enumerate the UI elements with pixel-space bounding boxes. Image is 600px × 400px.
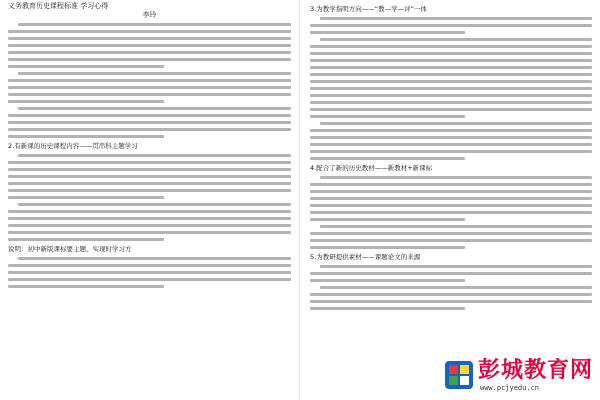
text-line bbox=[8, 135, 164, 138]
paragraph-intro bbox=[8, 23, 291, 68]
text-line bbox=[310, 24, 592, 27]
watermark-site-name: 彭城教育网 bbox=[478, 358, 594, 383]
text-line bbox=[310, 52, 592, 55]
paragraph-heading: 说明：初中新版课标要主题，实现时学习方 bbox=[8, 245, 132, 253]
text-line bbox=[320, 122, 592, 125]
text-line bbox=[310, 143, 592, 146]
right-column bbox=[300, 0, 600, 400]
text-line bbox=[310, 115, 465, 118]
text-line bbox=[18, 23, 291, 26]
text-line bbox=[8, 114, 291, 117]
text-line bbox=[8, 196, 164, 199]
paragraph-section-3c bbox=[310, 122, 592, 160]
text-line bbox=[8, 285, 164, 288]
text-line bbox=[310, 239, 592, 242]
text-line bbox=[18, 107, 291, 110]
text-line bbox=[8, 93, 291, 96]
text-line bbox=[310, 232, 592, 235]
document-author: 李玲 bbox=[142, 11, 157, 19]
text-line bbox=[310, 136, 592, 139]
paragraph-section-5b bbox=[310, 286, 592, 310]
paragraph-section-3b bbox=[310, 38, 592, 118]
paragraph-section-5 bbox=[310, 265, 592, 282]
text-line bbox=[8, 44, 291, 47]
text-line bbox=[8, 271, 291, 274]
text-line bbox=[310, 73, 592, 76]
section-heading-5: 5.为教研提供素材——课题论文的来源 bbox=[310, 253, 421, 261]
section-heading-2: 2.有新课的历史课程内容——贯串科主题学习 bbox=[8, 142, 138, 150]
text-line bbox=[310, 80, 592, 83]
text-line bbox=[8, 79, 291, 82]
text-line bbox=[310, 87, 592, 90]
text-line bbox=[8, 30, 291, 33]
text-line bbox=[310, 190, 592, 193]
text-line bbox=[310, 293, 592, 296]
watermark-logo-icon bbox=[444, 360, 474, 390]
text-line bbox=[8, 217, 291, 220]
text-line bbox=[310, 183, 592, 186]
text-line bbox=[310, 279, 465, 282]
section-heading-4: 4.配合了新的历史教材——新教材+新课标 bbox=[310, 164, 433, 172]
text-line bbox=[8, 210, 291, 213]
text-line bbox=[320, 286, 592, 289]
section-heading-3: 3.为教学指明方向——“教—学—评”一体 bbox=[310, 5, 427, 13]
text-line bbox=[8, 238, 164, 241]
text-line bbox=[8, 65, 164, 68]
text-line bbox=[8, 175, 291, 178]
text-line bbox=[8, 182, 291, 185]
text-line bbox=[310, 31, 465, 34]
paragraph-section-2b bbox=[8, 203, 291, 241]
text-line bbox=[8, 161, 291, 164]
text-line bbox=[8, 58, 291, 61]
text-line bbox=[310, 211, 592, 214]
text-line bbox=[8, 189, 291, 192]
text-line bbox=[310, 150, 592, 153]
text-line bbox=[310, 101, 592, 104]
text-line bbox=[8, 278, 291, 281]
text-line bbox=[310, 300, 592, 303]
text-line bbox=[320, 17, 592, 20]
paragraph-section-2 bbox=[8, 154, 291, 199]
text-line bbox=[8, 168, 291, 171]
text-line bbox=[8, 100, 164, 103]
text-line bbox=[310, 45, 592, 48]
paragraph-section-2c bbox=[8, 257, 291, 288]
paragraph-2022-standard bbox=[8, 107, 291, 138]
text-line bbox=[8, 224, 291, 227]
text-line bbox=[8, 128, 291, 131]
text-line bbox=[18, 72, 291, 75]
text-line bbox=[320, 38, 592, 41]
text-line bbox=[310, 246, 465, 249]
text-line bbox=[320, 225, 592, 228]
text-line bbox=[8, 37, 291, 40]
paragraph-section-4b bbox=[310, 225, 592, 249]
text-line bbox=[310, 129, 592, 132]
paragraph-core-literacy bbox=[8, 72, 291, 103]
text-line bbox=[310, 218, 465, 221]
paragraph-section-4 bbox=[310, 176, 592, 221]
paragraph-section-3 bbox=[310, 17, 592, 34]
text-line bbox=[8, 121, 291, 124]
text-line bbox=[310, 204, 592, 207]
text-line bbox=[310, 272, 592, 275]
text-line bbox=[8, 264, 291, 267]
text-line bbox=[18, 154, 291, 157]
watermark-url: www.pcjyedu.cn bbox=[480, 384, 540, 392]
text-line bbox=[8, 51, 291, 54]
text-line bbox=[8, 231, 291, 234]
text-line bbox=[320, 265, 592, 268]
text-line bbox=[18, 257, 291, 260]
document-title: 义务教育历史课程标准 学习心得 bbox=[8, 2, 109, 10]
text-line bbox=[310, 66, 592, 69]
text-line bbox=[8, 86, 291, 89]
site-watermark bbox=[444, 358, 594, 394]
text-line bbox=[310, 108, 592, 111]
text-line bbox=[310, 59, 592, 62]
text-line bbox=[310, 197, 592, 200]
text-line bbox=[310, 307, 465, 310]
text-line bbox=[320, 176, 592, 179]
text-line bbox=[18, 203, 291, 206]
text-line bbox=[310, 94, 592, 97]
text-line bbox=[310, 157, 465, 160]
